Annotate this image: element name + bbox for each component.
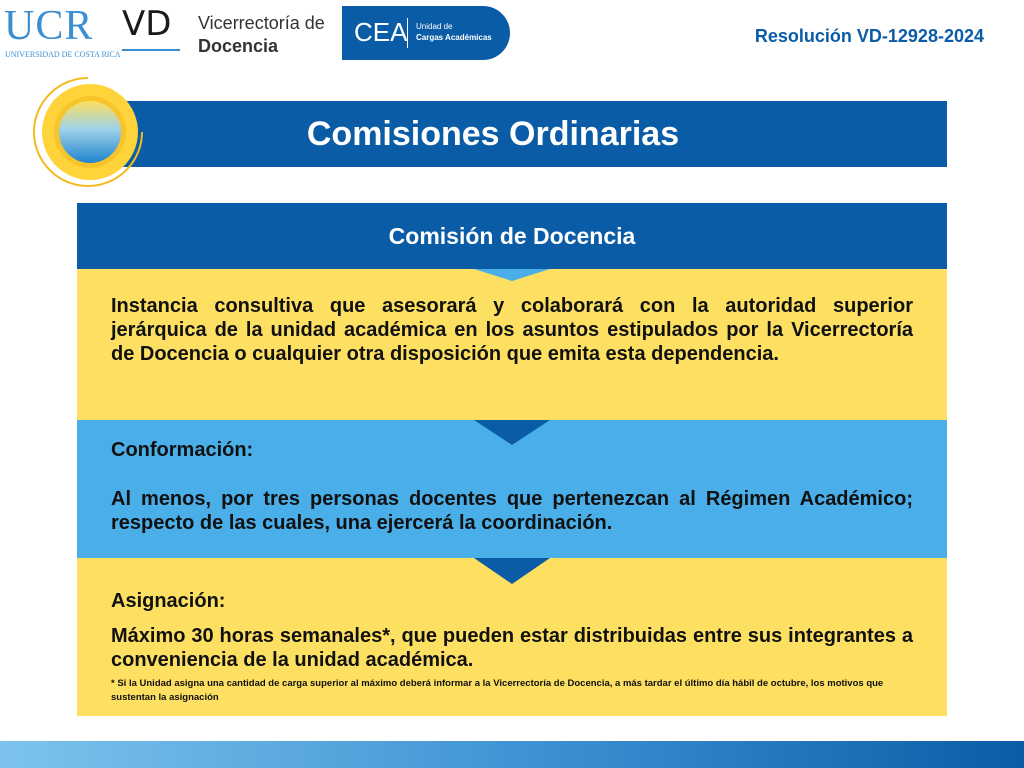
cea-subtitle-line-1: Unidad de (416, 22, 453, 31)
resolucion-number: Resolución VD-12928-2024 (754, 26, 984, 46)
conformacion-label: Conformación: (111, 439, 254, 461)
section-arrow-1 (474, 269, 550, 281)
vicerrectoria-line-1: Vicerrectoría de (198, 13, 325, 33)
ucr-logo-subtitle: UNIVERSIDAD DE COSTA RICA (5, 50, 121, 59)
comision-title: Comisión de Docencia (388, 223, 636, 249)
asignacion-footnote: * Si la Unidad asigna una cantidad de carga superior al máximo deberá informar a la Vicerrectoría de Docencia, a más tardar el último día hábil de octubre, los motivos que sustentan la asignación (111, 678, 884, 703)
ucr-logo: UCR (4, 3, 94, 49)
sun-circle-icon (30, 74, 146, 190)
vicerrectoria-line-2: Docencia (198, 36, 279, 56)
conformacion-text: Al menos, por tres personas docentes que pertenezcan al Régimen Académico; respecto de las cuales, una ejercerá la coordinación. (111, 488, 913, 534)
vd-logo: VD (122, 4, 172, 44)
comision-description: Instancia consultiva que asesorará y colaborará con la autoridad superior jerárquica de la unidad académica en los asuntos estipulados por la Vicerrectoría de Docencia o cualquier otra disposición que emita esta dependencia. (111, 295, 913, 365)
cea-logo: CEA (354, 17, 408, 47)
asignacion-text: Máximo 30 horas semanales*, que pueden estar distribuidas entre sus integrantes a conveniencia de la unidad académica. (111, 625, 913, 671)
cea-subtitle-line-2: Cargas Académicas (416, 33, 492, 42)
footer-bar (0, 741, 1024, 768)
asignacion-label: Asignación: (111, 590, 226, 612)
cea-logo-divider (407, 18, 408, 48)
page-title: Comisiones Ordinarias (306, 115, 680, 153)
section-arrow-3 (474, 558, 550, 584)
vd-logo-underline (122, 49, 180, 51)
